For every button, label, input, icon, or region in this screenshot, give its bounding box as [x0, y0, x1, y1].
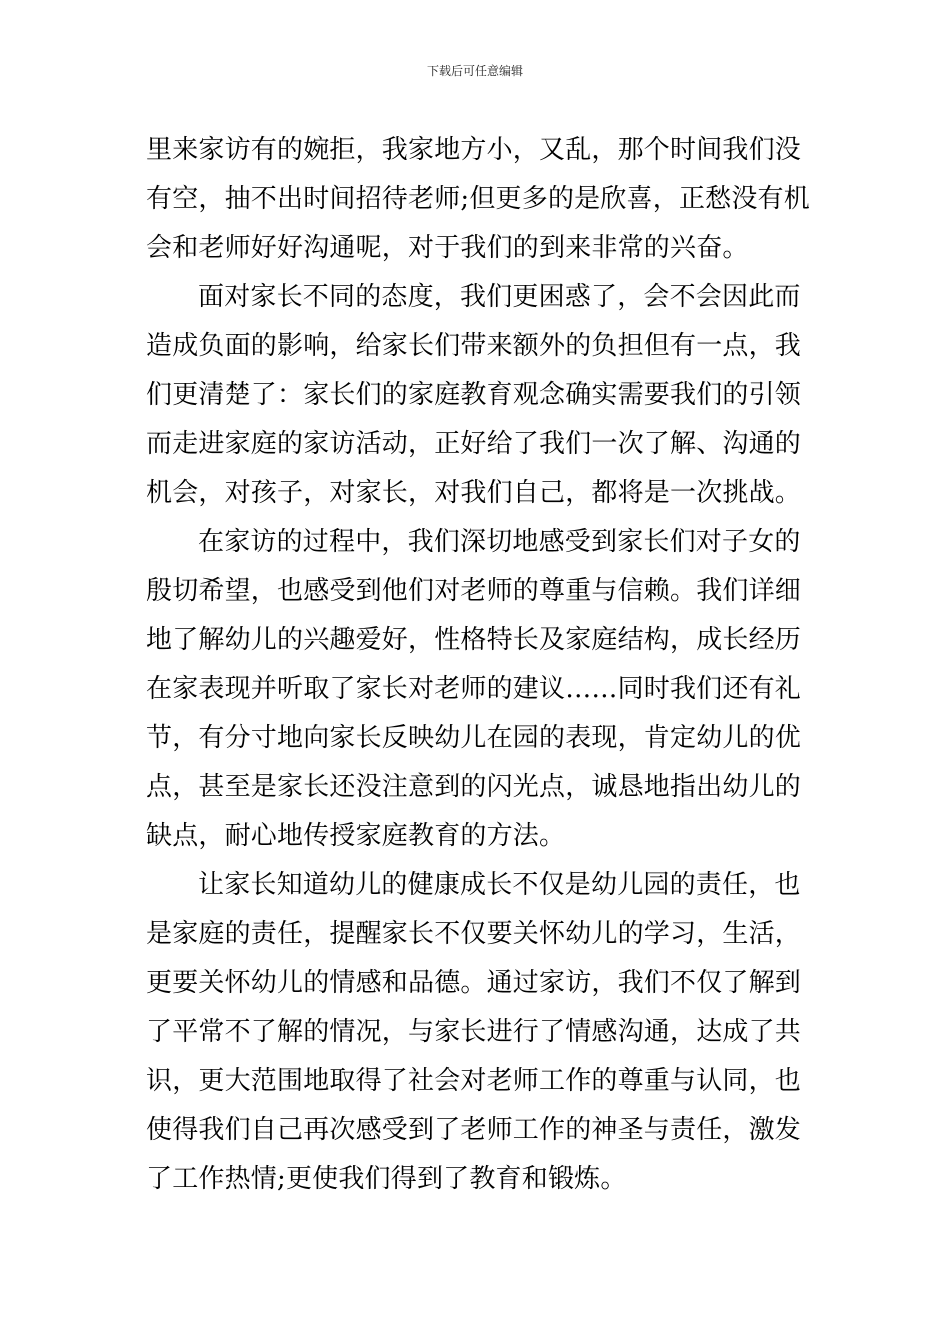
page-header: 下载后可任意编辑 — [426, 64, 523, 78]
text-line: 节，有分寸地向家长反映幼儿在园的表现，肯定幼儿的优 — [146, 723, 802, 753]
text-line: 造成负面的影响，给家长们带来额外的负担但有一点，我 — [146, 331, 802, 361]
text-line: 识，更大范围地取得了社会对老师工作的尊重与认同，也 — [146, 1066, 802, 1096]
paragraph-first-line: 面对家长不同的态度，我们更困惑了，会不会因此而 — [198, 282, 801, 312]
text-line: 而走进家庭的家访活动，正好给了我们一次了解、沟通的 — [146, 429, 802, 459]
text-line: 是家庭的责任，提醒家长不仅要关怀幼儿的学习，生活， — [146, 919, 802, 949]
text-line: 里来家访有的婉拒，我家地方小，又乱，那个时间我们没 — [146, 135, 802, 165]
text-line: 地了解幼儿的兴趣爱好，性格特长及家庭结构，成长经历 — [146, 625, 802, 655]
paragraph-first-line: 在家访的过程中，我们深切地感受到家长们对子女的 — [198, 527, 801, 557]
text-line: 有空，抽不出时间招待老师;但更多的是欣喜，正愁没有机 — [146, 184, 810, 214]
text-line: 会和老师好好沟通呢，对于我们的到来非常的兴奋。 — [146, 233, 749, 263]
text-line: 了工作热情;更使我们得到了教育和锻炼。 — [146, 1164, 627, 1194]
text-line: 更要关怀幼儿的情感和品德。通过家访，我们不仅了解到 — [146, 968, 802, 998]
document-body — [146, 126, 808, 1204]
text-line: 使得我们自己再次感受到了老师工作的神圣与责任，激发 — [146, 1115, 802, 1145]
text-line: 在家表现并听取了家长对老师的建议……同时我们还有礼 — [146, 674, 802, 704]
text-line: 点，甚至是家长还没注意到的闪光点，诚恳地指出幼儿的 — [146, 772, 802, 802]
text-line: 们更清楚了：家长们的家庭教育观念确实需要我们的引领 — [146, 380, 802, 410]
text-line: 机会，对孩子，对家长，对我们自己，都将是一次挑战。 — [146, 478, 802, 508]
text-line: 殷切希望，也感受到他们对老师的尊重与信赖。我们详细 — [146, 576, 802, 606]
text-line: 了平常不了解的情况，与家长进行了情感沟通，达成了共 — [146, 1017, 802, 1047]
text-line: 缺点，耐心地传授家庭教育的方法。 — [146, 821, 566, 851]
paragraph-first-line: 让家长知道幼儿的健康成长不仅是幼儿园的责任，也 — [198, 870, 801, 900]
